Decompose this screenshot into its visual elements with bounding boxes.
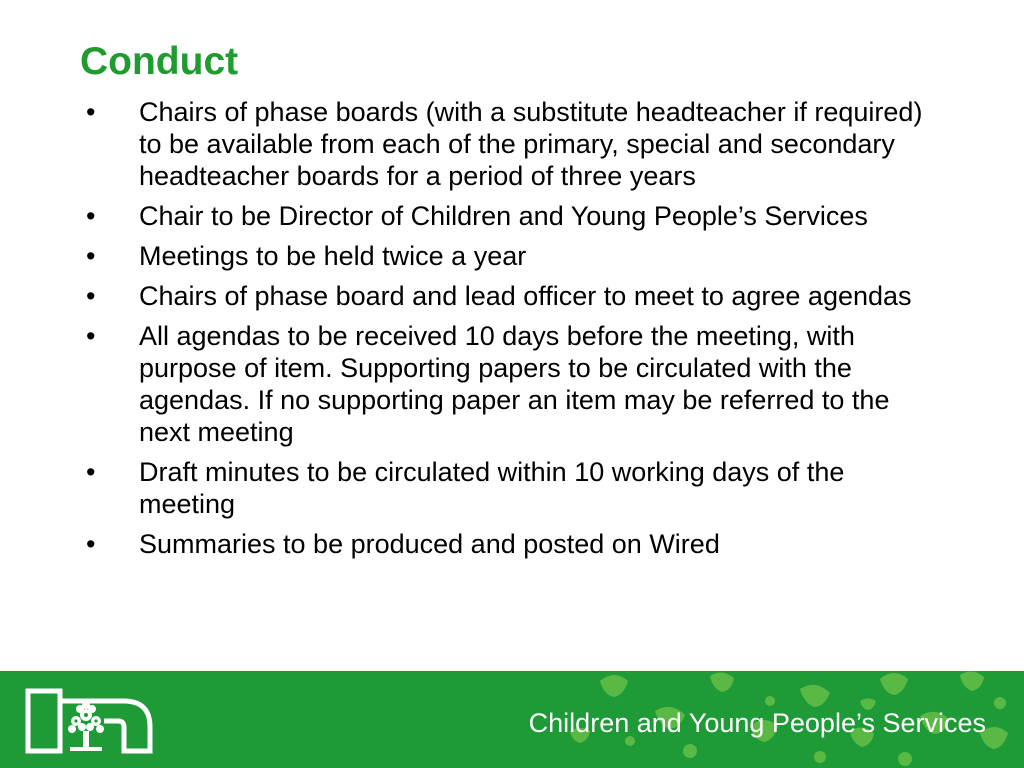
- bullet-mark: •: [86, 457, 96, 487]
- bullet-mark: •: [86, 241, 96, 271]
- bullet-mark: •: [86, 97, 96, 127]
- bullet-item: [80, 200, 940, 232]
- bullet-text: Meetings to be held twice a year: [139, 241, 527, 271]
- bullet-item: [80, 240, 940, 272]
- bullet-mark: •: [86, 529, 96, 559]
- bullet-list: [80, 96, 940, 568]
- bullet-item: [80, 96, 940, 192]
- slide-title: Conduct: [80, 40, 239, 83]
- bullet-text: Chairs of phase board and lead officer to meet to agree agendas: [139, 281, 912, 311]
- council-logo: [24, 681, 154, 764]
- footer-band: [0, 671, 1024, 768]
- bullet-text: Chair to be Director of Children and Young People’s Services: [139, 201, 868, 231]
- bullet-text: Draft minutes to be circulated within 10 working days of the meeting: [139, 457, 845, 519]
- bullet-item: [80, 320, 940, 448]
- bullet-text: All agendas to be received 10 days before the meeting, with purpose of item. Supporting papers to be circulated with the agendas. If no supporting paper an item may be referred to the next meeting: [139, 321, 890, 447]
- tree-emblem-icon: [24, 681, 154, 759]
- department-name: Children and Young People’s Services: [528, 708, 986, 738]
- bullet-mark: •: [86, 321, 96, 351]
- bullet-mark: •: [86, 201, 96, 231]
- bullet-item: [80, 528, 940, 560]
- bullet-mark: •: [86, 281, 96, 311]
- bullet-item: [80, 456, 940, 520]
- bullet-item: [80, 280, 940, 312]
- bullet-text: Summaries to be produced and posted on Wired: [139, 529, 720, 559]
- bullet-text: Chairs of phase boards (with a substitute headteacher if required) to be available from each of the primary, special and secondary headteacher boards for a period of three years: [139, 97, 923, 191]
